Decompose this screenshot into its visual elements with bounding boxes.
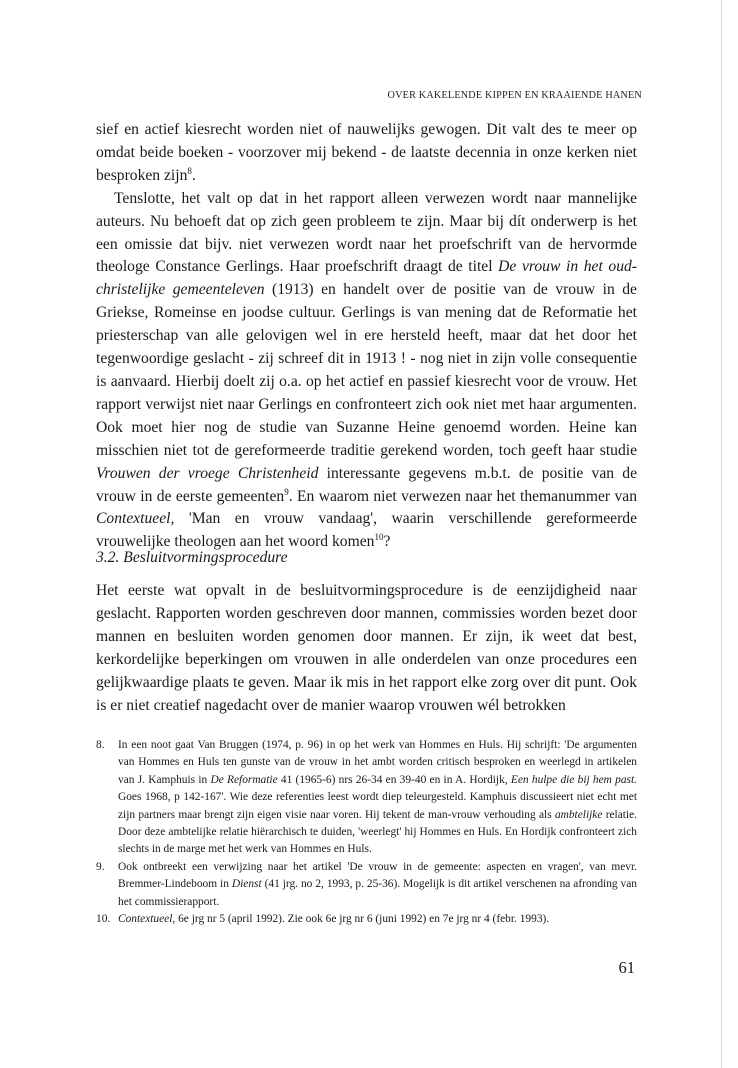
footnote-text: Ook ontbreekt een verwijzing naar het artikel 'De vrouw in de gemeente: aspecten en vragen', van mevr. Bremmer-Lindeboom in Dienst (41 jrg. no 2, 1993, p. 25-36). Mogelijk is dit artikel verschenen na afronding van het commissierapport. [118, 860, 637, 908]
footnote-number: 10. [96, 913, 111, 926]
page-number: 61 [618, 958, 635, 977]
footnote-ref[interactable]: 10 [374, 532, 384, 543]
footnotes [96, 737, 637, 928]
book-title: De vrouw in het oud-christelijke gemeenteleven [96, 258, 637, 299]
scan-edge-line [721, 0, 722, 1068]
section-heading: 3.2. Besluitvormingsprocedure [96, 549, 288, 566]
footnote-ref[interactable]: 8 [187, 165, 192, 176]
footnote-text: Contextueel, 6e jrg nr 5 (april 1992). Zie ook 6e jrg nr 6 (juni 1992) en 7e jrg nr 4 (febr. 1993). [118, 913, 550, 926]
paragraph: sief en actief kiesrecht worden niet of nauwelijks gewogen. Dit valt des te meer op omdat beide boeken - voorzover mij bekend - de laatste decennia in onze kerken niet besproken zijn$^8$. [96, 121, 637, 184]
footnote-text: In een noot gaat Van Bruggen (1974, p. 96) in op het werk van Hommes en Huls. Hij schrijft: 'De argumenten van Hommes en Huls ten gunste van de vrouw in het ambt worden critisch besproken en weerlegd in artikelen van J. Kamphuis in De Reformatie 41 (1965-6) nrs 26-34 en 39-40 en in A. Hordijk, Een hulpe die bij hem past. Goes 1968, p 142-167'. Wie deze referenties leest wordt diep teleurgesteld. Kamphuis discussieert niet echt met zijn partners maar brengt zijn eigen visie naar voren. Hij tekent de man-vrouw verhouding als ambtelijke relatie. Door deze ambtelijke relatie hiërarchisch te duiden, 'weerlegt' hij Hommes en Huls. En Hordijk confronteert zich slechts in de marge met het werk van Hommes en Huls. [118, 739, 637, 856]
paragraph: Tenslotte, het valt op dat in het rapport alleen verwezen wordt naar mannelijke auteurs. Nu behoeft dat op zich geen probleem te zijn. Maar bij dít onderwerp is het een omissie dat bijv. niet verwezen wordt naar het proefschrift van de hervormde theologe Constance Gerlings. Haar proefschrift draagt de titel De vrouw in het oud-christelijke gemeenteleven (1913) en handelt over de positie van de vrouw in de Griekse, Romeinse en joodse cultuur. Gerlings is van mening dat de Reformatie het priesterschap van alle gelovigen wel in ere hersteld heeft, maar dat het door het tegenwoordige geslacht - zij schreef dit in 1913 ! - nog niet in zijn volle consequentie is aanvaard. Hierbij doelt zij o.a. op het actief en passief kiesrecht voor de vrouw. Het rapport verwijst niet naar Gerlings en confronteert zich ook niet met haar argumenten. Ook moet hier nog de studie van Suzanne Heine genoemd worden. Heine kan misschien niet tot de gereformeerde traditie gerekend worden, toch geeft haar studie Vrouwen der vroege Christenheid interessante gegevens m.b.t. de positie van de vrouw in de eerste gemeenten$^9$. En waarom niet verwezen naar het themanummer van Contextueel, 'Man en vrouw vandaag', waarin verschillende gereformeerde vrouwelijke theologen aan het woord komen$^{10}$? [96, 189, 637, 551]
footnote-number: 9. [96, 860, 105, 873]
book-title: Vrouwen der vroege Christenheid [96, 464, 319, 482]
running-head: OVER KAKELENDE KIPPEN EN KRAAIENDE HANEN [387, 90, 642, 101]
footnote-ref[interactable]: 9 [284, 486, 289, 497]
footnote-number: 8. [96, 739, 105, 751]
journal-title: Contextueel [96, 510, 171, 528]
footnote [96, 859, 637, 911]
body-text [96, 119, 637, 554]
section-text: Het eerste wat opvalt in de besluitvormingsprocedure is de eenzijdigheid naar geslacht. Rapporten worden geschreven door mannen, commissies worden bezet door mannen en besluiten worden genomen door mannen. Er zijn, ik weet dat best, kerkordelijke beperkingen om vrouwen in alle onderdelen van onze procedures een gelijkwaardige plaats te geven. Maar ik mis in het rapport elke zorg over dit punt. Ook is er niet creatief nagedacht over de manier waarop vrouwen wél betrokken [96, 582, 637, 714]
footnote [96, 911, 637, 928]
footnote [96, 737, 637, 859]
